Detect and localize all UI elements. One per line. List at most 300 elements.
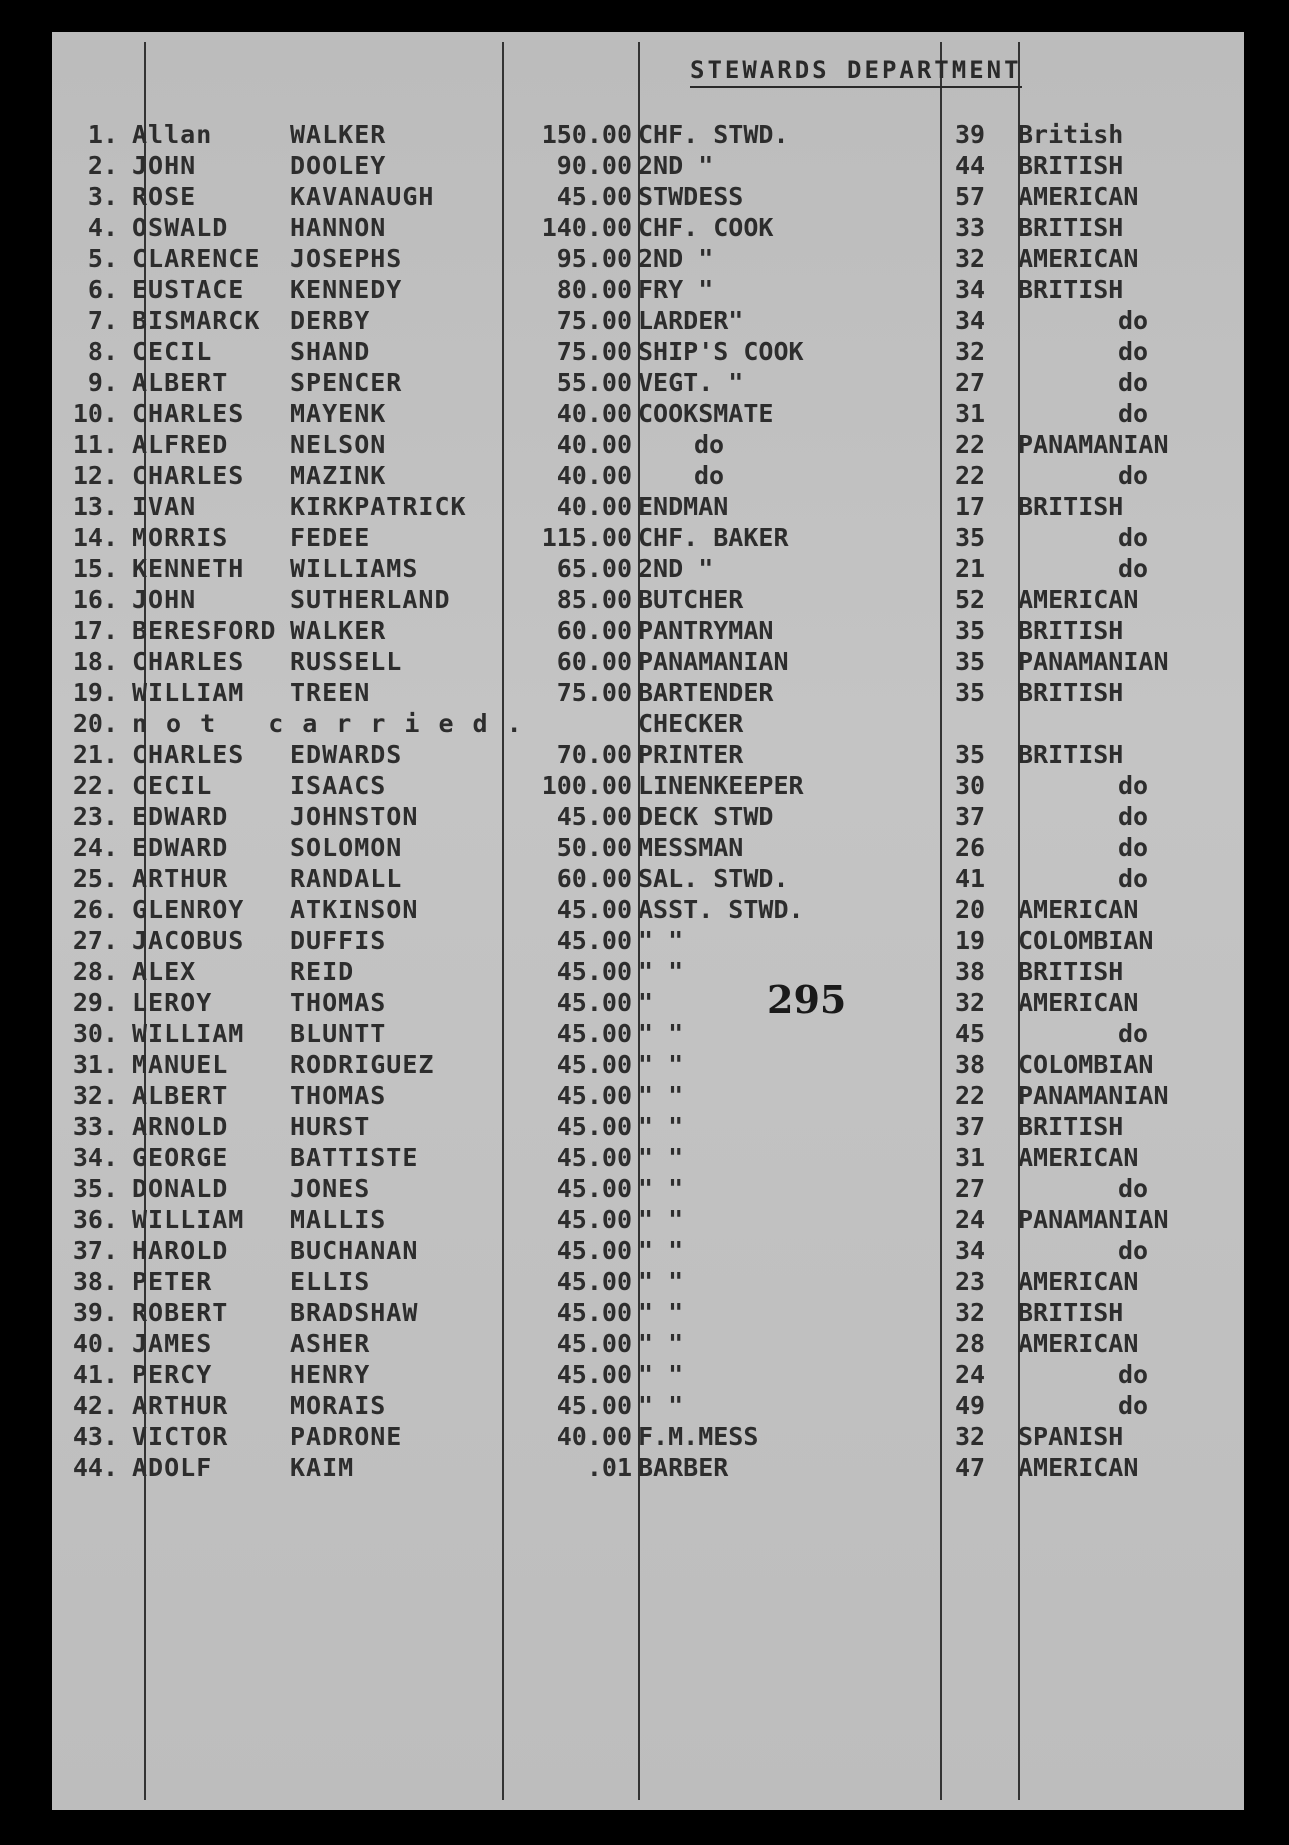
position: CHF. STWD. (638, 120, 789, 149)
last-name: BLUNTT (290, 1019, 387, 1048)
position: LINENKEEPER (638, 771, 804, 800)
row-number: 2. (87, 151, 118, 180)
position: " " (638, 926, 684, 955)
row-number: 11. (72, 430, 118, 459)
crew-row (52, 957, 1244, 987)
first-name: JACOBUS (132, 926, 245, 955)
position: do (694, 461, 725, 490)
first-name: EUSTACE (132, 275, 245, 304)
first-name: OSWALD (132, 213, 229, 242)
nationality: do (1117, 523, 1149, 552)
first-name: Allan (132, 120, 213, 149)
position: LARDER" (638, 306, 744, 335)
row-number: 24. (72, 833, 118, 862)
pay-rate: 45.00 (556, 1236, 632, 1265)
first-name: ROBERT (132, 1298, 229, 1327)
crew-row (52, 833, 1244, 863)
crew-row (52, 1391, 1244, 1421)
crew-row (52, 1050, 1244, 1080)
row-number: 19. (72, 678, 118, 707)
first-name: EDWARD (132, 802, 229, 831)
last-name: ASHER (290, 1329, 371, 1358)
last-name: SOLOMON (290, 833, 403, 862)
first-name: MORRIS (132, 523, 229, 552)
first-name: BISMARCK (132, 306, 261, 335)
position: " " (638, 1050, 684, 1079)
position: " " (638, 957, 684, 986)
age: 41 (954, 864, 986, 893)
nationality: BRITISH (1018, 616, 1124, 645)
first-name: CHARLES (132, 740, 245, 769)
last-name: SUTHERLAND (290, 585, 451, 614)
nationality: BRITISH (1018, 678, 1124, 707)
first-name: JOHN (132, 585, 197, 614)
first-name: ALEX (132, 957, 197, 986)
pay-rate: 45.00 (556, 1143, 632, 1172)
nationality: COLOMBIAN (1018, 1050, 1154, 1079)
age: 52 (954, 585, 986, 614)
position: CHF. COOK (638, 213, 774, 242)
position: 2ND " (638, 151, 714, 180)
row-number: 30. (72, 1019, 118, 1048)
age: 44 (954, 151, 986, 180)
row-number: 3. (87, 182, 118, 211)
pay-rate: 45.00 (556, 182, 632, 211)
crew-row (52, 771, 1244, 801)
nationality: BRITISH (1018, 151, 1124, 180)
position: PANTRYMAN (638, 616, 774, 645)
last-name: SHAND (290, 337, 371, 366)
pay-rate: 45.00 (556, 1205, 632, 1234)
last-name: HENRY (290, 1360, 371, 1389)
row-number: 16. (72, 585, 118, 614)
first-name: ALFRED (132, 430, 229, 459)
last-name: WALKER (290, 120, 387, 149)
crew-row (52, 709, 1244, 739)
first-name: JAMES (132, 1329, 213, 1358)
age: 31 (954, 399, 986, 428)
last-name: THOMAS (290, 988, 387, 1017)
crew-row (52, 1143, 1244, 1173)
crew-row (52, 895, 1244, 925)
nationality: do (1117, 771, 1149, 800)
position: " " (638, 1112, 684, 1141)
row-number: 6. (87, 275, 118, 304)
nationality: AMERICAN (1018, 988, 1139, 1017)
crew-row (52, 213, 1244, 243)
pay-rate: 45.00 (556, 1360, 632, 1389)
last-name: JONES (290, 1174, 371, 1203)
pay-rate: 90.00 (556, 151, 632, 180)
position: STWDESS (638, 182, 744, 211)
age: 30 (954, 771, 986, 800)
first-name: WILLIAM (132, 678, 245, 707)
age: 39 (954, 120, 986, 149)
crew-row (52, 1267, 1244, 1297)
last-name: BATTISTE (290, 1143, 419, 1172)
pay-rate: 60.00 (556, 647, 632, 676)
nationality: BRITISH (1018, 213, 1124, 242)
last-name: WILLIAMS (290, 554, 419, 583)
age: 20 (954, 895, 986, 924)
age: 17 (954, 492, 986, 521)
pay-rate: 45.00 (556, 895, 632, 924)
pay-rate: 45.00 (556, 802, 632, 831)
age: 26 (954, 833, 986, 862)
nationality: BRITISH (1018, 275, 1124, 304)
last-name: NELSON (290, 430, 387, 459)
crew-row (52, 864, 1244, 894)
position: do (694, 430, 725, 459)
position: ASST. STWD. (638, 895, 804, 924)
row-number: 9. (87, 368, 118, 397)
nationality: BRITISH (1018, 492, 1124, 521)
first-name: GLENROY (132, 895, 245, 924)
pay-rate: 85.00 (556, 585, 632, 614)
first-name: ARTHUR (132, 864, 229, 893)
crew-row (52, 244, 1244, 274)
row-number: 35. (72, 1174, 118, 1203)
nationality: British (1018, 120, 1124, 149)
crew-row (52, 1174, 1244, 1204)
age: 34 (954, 306, 986, 335)
position: PRINTER (638, 740, 744, 769)
pay-rate: 40.00 (556, 492, 632, 521)
first-name: PETER (132, 1267, 213, 1296)
age: 32 (954, 1422, 986, 1451)
crew-row (52, 1298, 1244, 1328)
row-number: 43. (72, 1422, 118, 1451)
last-name: MAYENK (290, 399, 387, 428)
pay-rate: 95.00 (556, 244, 632, 273)
last-name: RANDALL (290, 864, 403, 893)
age: 19 (954, 926, 986, 955)
first-name: LEROY (132, 988, 213, 1017)
age: 57 (954, 182, 986, 211)
nationality: do (1117, 399, 1149, 428)
row-number: 7. (87, 306, 118, 335)
nationality: do (1117, 1236, 1149, 1265)
position: PANAMANIAN (638, 647, 789, 676)
nationality: AMERICAN (1018, 1143, 1139, 1172)
row-number: 26. (72, 895, 118, 924)
nationality: do (1117, 833, 1149, 862)
first-name: CLARENCE (132, 244, 261, 273)
age: 34 (954, 275, 986, 304)
nationality: PANAMANIAN (1018, 1081, 1169, 1110)
first-name: PERCY (132, 1360, 213, 1389)
crew-row (52, 306, 1244, 336)
age: 22 (954, 1081, 986, 1110)
position: " " (638, 1329, 684, 1358)
nationality: do (1117, 1360, 1149, 1389)
pay-rate: 45.00 (556, 1298, 632, 1327)
crew-row (52, 926, 1244, 956)
position: SAL. STWD. (638, 864, 789, 893)
first-name: EDWARD (132, 833, 229, 862)
page-stamp: 295 (767, 977, 847, 1022)
pay-rate: 65.00 (556, 554, 632, 583)
position: COOKSMATE (638, 399, 774, 428)
age: 34 (954, 1236, 986, 1265)
age: 38 (954, 957, 986, 986)
pay-rate: 55.00 (556, 368, 632, 397)
crew-row (52, 616, 1244, 646)
position: F.M.MESS (638, 1422, 759, 1451)
pay-rate: 45.00 (556, 1019, 632, 1048)
row-number: 18. (72, 647, 118, 676)
age: 32 (954, 1298, 986, 1327)
last-name: DERBY (290, 306, 371, 335)
pay-rate: 40.00 (556, 461, 632, 490)
pay-rate: 45.00 (556, 1112, 632, 1141)
position: BARBER (638, 1453, 729, 1482)
row-number: 20. (72, 709, 118, 738)
last-name: ISAACS (290, 771, 387, 800)
first-name: ARNOLD (132, 1112, 229, 1141)
age: 35 (954, 616, 986, 645)
pay-rate: 70.00 (556, 740, 632, 769)
last-name: KIRKPATRICK (290, 492, 467, 521)
pay-rate: 50.00 (556, 833, 632, 862)
pay-rate: 75.00 (556, 678, 632, 707)
nationality: do (1117, 461, 1149, 490)
age: 35 (954, 740, 986, 769)
row-number: 17. (72, 616, 118, 645)
age: 22 (954, 461, 986, 490)
row-number: 42. (72, 1391, 118, 1420)
pay-rate: 75.00 (556, 337, 632, 366)
nationality: AMERICAN (1018, 1329, 1139, 1358)
position: " " (638, 1019, 684, 1048)
last-name: KAIM (290, 1453, 355, 1482)
position: " " (638, 1391, 684, 1420)
crew-row (52, 1236, 1244, 1266)
crew-row (52, 151, 1244, 181)
last-name: FEDEE (290, 523, 371, 552)
row-number: 12. (72, 461, 118, 490)
age: 35 (954, 523, 986, 552)
position: " " (638, 1143, 684, 1172)
age: 49 (954, 1391, 986, 1420)
position: FRY " (638, 275, 714, 304)
crew-row (52, 275, 1244, 305)
age: 35 (954, 647, 986, 676)
nationality: AMERICAN (1018, 1267, 1139, 1296)
nationality: AMERICAN (1018, 585, 1139, 614)
nationality: do (1117, 554, 1149, 583)
position: VEGT. " (638, 368, 744, 397)
crew-row (52, 430, 1244, 460)
nationality: do (1117, 368, 1149, 397)
age: 22 (954, 430, 986, 459)
age: 27 (954, 368, 986, 397)
crew-row (52, 368, 1244, 398)
crew-row (52, 988, 1244, 1018)
nationality: do (1117, 802, 1149, 831)
pay-rate: 100.00 (541, 771, 632, 800)
last-name: REID (290, 957, 355, 986)
nationality: PANAMANIAN (1018, 647, 1169, 676)
crew-row (52, 523, 1244, 553)
pay-rate: 45.00 (556, 988, 632, 1017)
position: BARTENDER (638, 678, 774, 707)
row-number: 23. (72, 802, 118, 831)
position: " (638, 988, 654, 1017)
age: 38 (954, 1050, 986, 1079)
pay-rate: 60.00 (556, 616, 632, 645)
nationality: COLOMBIAN (1018, 926, 1154, 955)
last-name: MORAIS (290, 1391, 387, 1420)
first-name: IVAN (132, 492, 197, 521)
pay-rate: 40.00 (556, 1422, 632, 1451)
position: SHIP'S COOK (638, 337, 804, 366)
position: " " (638, 1205, 684, 1234)
age: 21 (954, 554, 986, 583)
last-name: JOHNSTON (290, 802, 419, 831)
row-number: 41. (72, 1360, 118, 1389)
first-name: KENNETH (132, 554, 245, 583)
age: 24 (954, 1360, 986, 1389)
pay-rate: 140.00 (541, 213, 632, 242)
row-number: 22. (72, 771, 118, 800)
crew-row (52, 1112, 1244, 1142)
pay-rate: 45.00 (556, 926, 632, 955)
pay-rate: 40.00 (556, 399, 632, 428)
pay-rate: 150.00 (541, 120, 632, 149)
crew-row (52, 1360, 1244, 1390)
crew-row (52, 1019, 1244, 1049)
department-heading: STEWARDS DEPARTMENT (690, 56, 1022, 88)
position: " " (638, 1236, 684, 1265)
pay-rate: 45.00 (556, 1391, 632, 1420)
position: 2ND " (638, 244, 714, 273)
first-name: DONALD (132, 1174, 229, 1203)
age: 37 (954, 1112, 986, 1141)
crew-row (52, 492, 1244, 522)
last-name: RODRIGUEZ (290, 1050, 435, 1079)
first-name: WILLIAM (132, 1205, 245, 1234)
age: 32 (954, 244, 986, 273)
row-number: 39. (72, 1298, 118, 1327)
first-name: ADOLF (132, 1453, 213, 1482)
last-name: ATKINSON (290, 895, 419, 924)
last-name: PADRONE (290, 1422, 403, 1451)
row-number: 5. (87, 244, 118, 273)
crew-row (52, 647, 1244, 677)
first-name: GEORGE (132, 1143, 229, 1172)
age: 33 (954, 213, 986, 242)
position: CHF. BAKER (638, 523, 789, 552)
nationality: BRITISH (1018, 1298, 1124, 1327)
crew-row (52, 1422, 1244, 1452)
last-name: EDWARDS (290, 740, 403, 769)
first-name: MANUEL (132, 1050, 229, 1079)
position: " " (638, 1267, 684, 1296)
position: 2ND " (638, 554, 714, 583)
first-name: VICTOR (132, 1422, 229, 1451)
last-name: DOOLEY (290, 151, 387, 180)
pay-rate: 40.00 (556, 430, 632, 459)
pay-rate: 60.00 (556, 864, 632, 893)
row-number: 34. (72, 1143, 118, 1172)
nationality: do (1117, 1019, 1149, 1048)
age: 45 (954, 1019, 986, 1048)
nationality: do (1117, 1391, 1149, 1420)
last-name: WALKER (290, 616, 387, 645)
nationality: BRITISH (1018, 957, 1124, 986)
nationality: do (1117, 306, 1149, 335)
age: 35 (954, 678, 986, 707)
last-name: THOMAS (290, 1081, 387, 1110)
nationality: do (1117, 864, 1149, 893)
first-name: CHARLES (132, 461, 245, 490)
row-number: 8. (87, 337, 118, 366)
last-name: BUCHANAN (290, 1236, 419, 1265)
row-number: 32. (72, 1081, 118, 1110)
first-name: JOHN (132, 151, 197, 180)
position: " " (638, 1174, 684, 1203)
first-name: WILLIAM (132, 1019, 245, 1048)
row-number: 14. (72, 523, 118, 552)
age: 31 (954, 1143, 986, 1172)
pay-rate: 45.00 (556, 1174, 632, 1203)
row-number: 38. (72, 1267, 118, 1296)
age: 32 (954, 337, 986, 366)
crew-row (52, 1081, 1244, 1111)
age: 27 (954, 1174, 986, 1203)
row-number: 25. (72, 864, 118, 893)
nationality: BRITISH (1018, 740, 1124, 769)
crew-row (52, 182, 1244, 212)
nationality: AMERICAN (1018, 1453, 1139, 1482)
pay-rate: 45.00 (556, 1267, 632, 1296)
crew-row (52, 678, 1244, 708)
crew-row (52, 1329, 1244, 1359)
crew-row (52, 1453, 1244, 1483)
last-name: DUFFIS (290, 926, 387, 955)
last-name: KENNEDY (290, 275, 403, 304)
row-number: 40. (72, 1329, 118, 1358)
last-name: ELLIS (290, 1267, 371, 1296)
position: " " (638, 1360, 684, 1389)
last-name: RUSSELL (290, 647, 403, 676)
pay-rate: 45.00 (556, 1329, 632, 1358)
row-number: 13. (72, 492, 118, 521)
first-name: CHARLES (132, 399, 245, 428)
document-page (52, 32, 1244, 1810)
row-number: 21. (72, 740, 118, 769)
last-name: MAZINK (290, 461, 387, 490)
age: 32 (954, 988, 986, 1017)
nationality: AMERICAN (1018, 182, 1139, 211)
pay-rate: 45.00 (556, 957, 632, 986)
position: DECK STWD (638, 802, 774, 831)
first-name: ALBERT (132, 1081, 229, 1110)
age: 37 (954, 802, 986, 831)
row-number: 31. (72, 1050, 118, 1079)
pay-rate: 115.00 (541, 523, 632, 552)
last-name: KAVANAUGH (290, 182, 435, 211)
nationality: PANAMANIAN (1018, 430, 1169, 459)
last-name: SPENCER (290, 368, 403, 397)
last-name: MALLIS (290, 1205, 387, 1234)
nationality: do (1117, 1174, 1149, 1203)
crew-row (52, 120, 1244, 150)
last-name: JOSEPHS (290, 244, 403, 273)
row-number: 44. (72, 1453, 118, 1482)
age: 47 (954, 1453, 986, 1482)
